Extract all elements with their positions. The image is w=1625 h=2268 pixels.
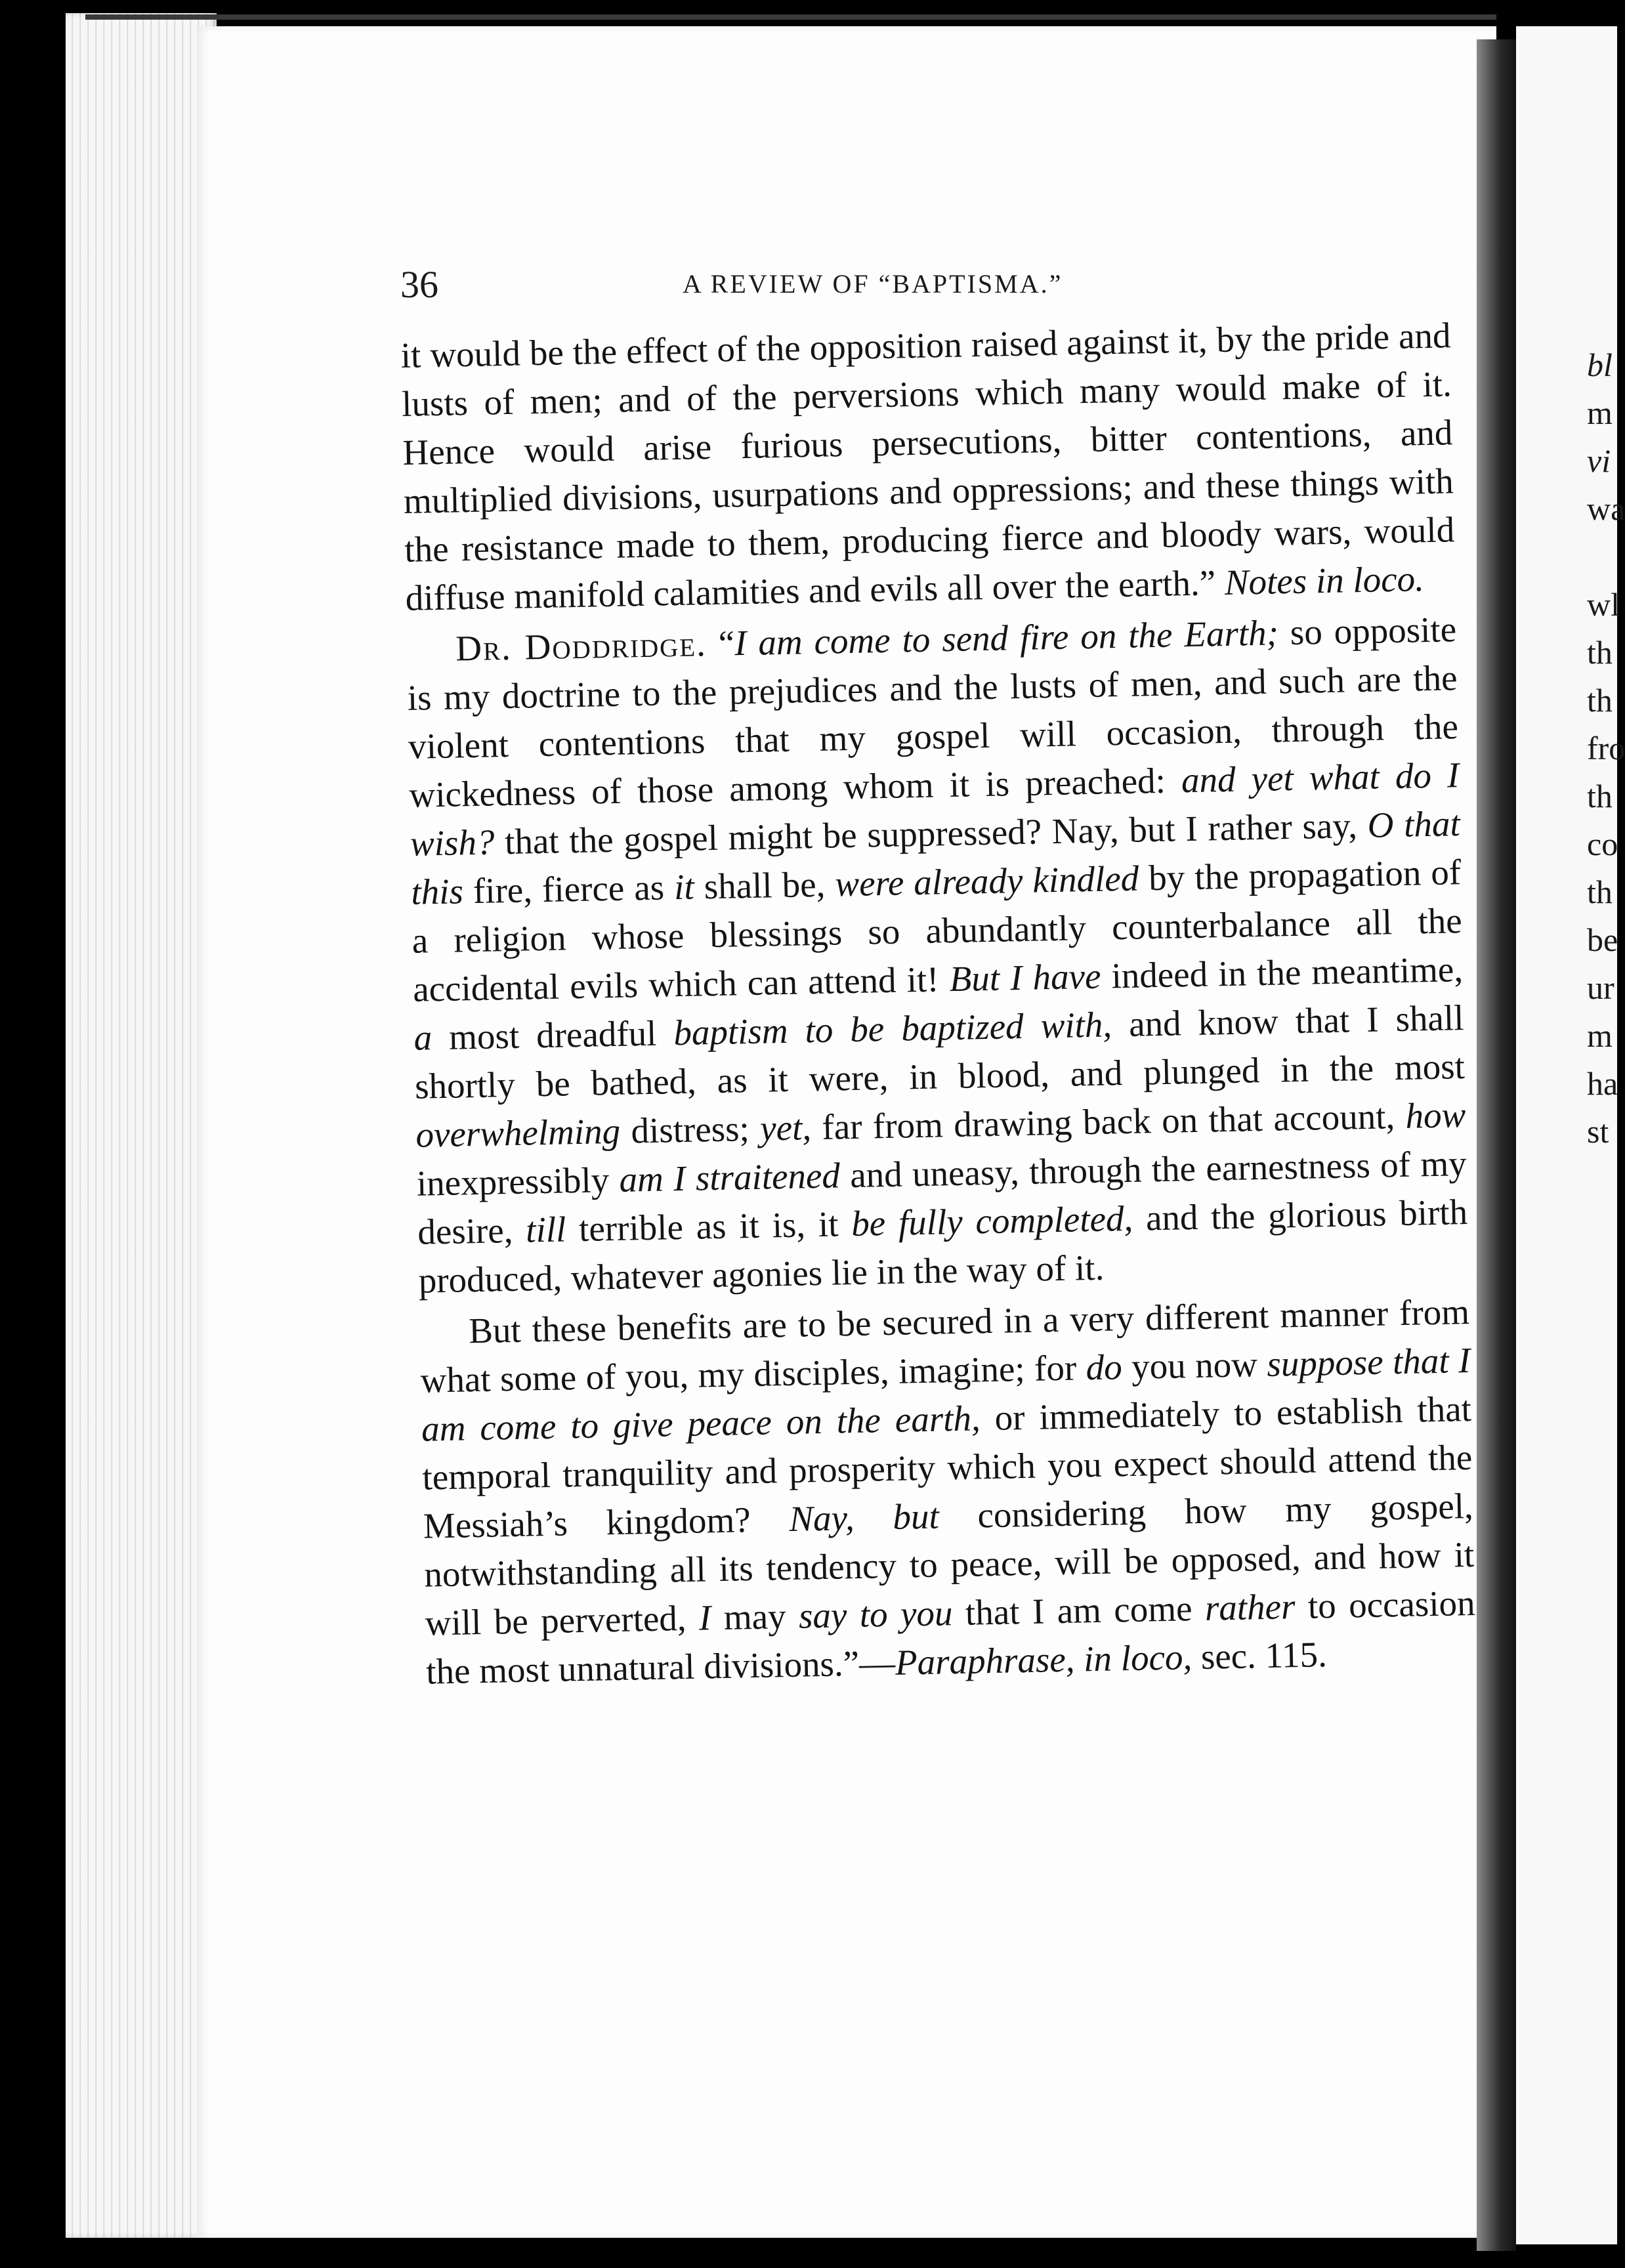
facing-page-text <box>1587 341 1625 1156</box>
paragraph-doddridge: Dr. Doddridge. “I am come to send fire on the Earth; so opposite is my doctrine to the prejudices and the lusts of men, and such are the violent contentions that my gospel will occasion, through the wickedness of those among whom it is preached: and yet what do I wish? that the gospel might be suppressed? Nay, but I rather say, O that this fire, fierce as it shall be, were already kindled by the propagation of a religion whose blessings so abundantly counterbalance all the accidental evils which can attend it! But I have indeed in the meantime, a most dreadful baptism to be baptized with, and know that I shall shortly be bathed, as it were, in blood, and plunged in the most overwhelming distress; yet, far from drawing back on that account, how inexpressibly am I straitened and uneasy, through the earnestness of my desire, till terrible as it is, it be fully completed, and the glorious birth produced, whatever agonies lie in the way of it. <box>407 609 1468 1301</box>
facing-page-fragment: wa <box>1587 490 1625 527</box>
facing-page-fragment: be <box>1587 921 1618 958</box>
author-name: Dr. Doddridge. <box>455 623 707 669</box>
facing-page-fragment: th <box>1587 778 1613 814</box>
book-gutter <box>1477 39 1516 2251</box>
paragraph-barnes-quote: it would be the effect of the opposition raised against it, by the pride and lusts of men; and of the perversions which many would make of it. Hence would arise furious persecutions, bitter contentions, and multiplied divisions, usurpations and oppressions; and these things with the resistance made to them, producing fierce and bloody wars, would diffuse manifold calamities and evils all over the earth.” Notes in loco. <box>400 315 1455 618</box>
running-head: A REVIEW OF “BAPTISMA.” <box>683 269 1063 299</box>
facing-page-fragment: ha <box>1587 1065 1618 1102</box>
facing-page-fragment: bl <box>1587 346 1613 383</box>
facing-page-fragment: th <box>1587 634 1613 671</box>
facing-page-fragment: th <box>1587 682 1613 719</box>
facing-page-fragment: ur <box>1587 969 1614 1006</box>
facing-page-fragment: co <box>1587 826 1618 862</box>
paragraph-paraphrase: But these benefits are to be secured in a very different manner from what some of you, my disciples, imagine; for do you now suppose that I am come to give peace on the earth, or immediately to establish that temporal tranquility and prosperity which you expect should attend the Messiah’s kingdom? Nay, but considering how my gospel, notwithstanding all its tendency to peace, will be opposed, and how it will be perverted, I may say to you that I am come rather to occasion the most unnatural divisions.”—Paraphrase, in loco, sec. 115. <box>420 1292 1476 1692</box>
facing-page-fragment: st <box>1587 1113 1609 1150</box>
facing-page-fragment <box>1587 533 1625 581</box>
facing-page-fragment: m <box>1587 394 1613 431</box>
page-header <box>400 259 1450 305</box>
page-body <box>400 311 1477 1698</box>
facing-page-fragment: m <box>1587 1017 1613 1054</box>
page-number: 36 <box>400 263 438 306</box>
stacked-page-edges <box>66 13 217 2238</box>
facing-page-fragment: fro <box>1587 730 1625 766</box>
facing-page-fragment: th <box>1587 873 1613 910</box>
facing-page-fragment: vi <box>1587 442 1611 479</box>
citation: Notes in loco. <box>1224 558 1425 602</box>
facing-page-fragment: wl <box>1587 586 1620 623</box>
top-edge <box>85 14 1496 20</box>
